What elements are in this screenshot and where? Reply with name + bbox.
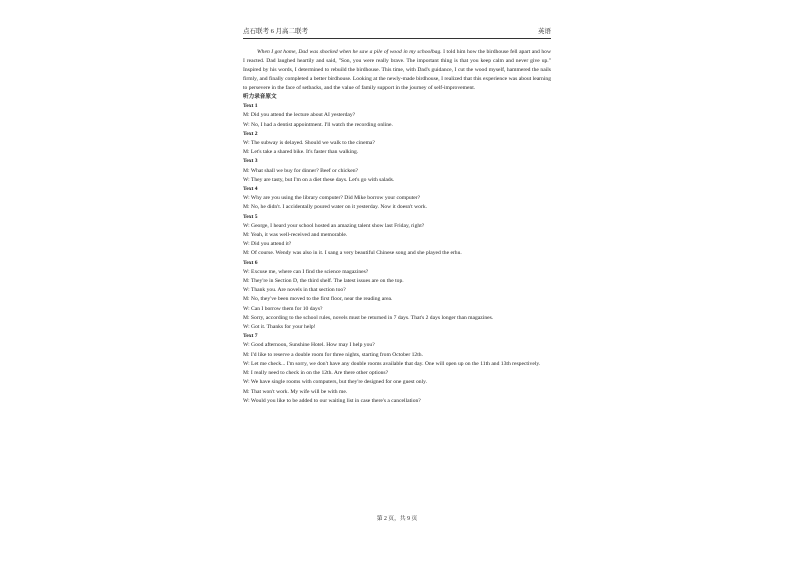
- dialogue-line: W: Good afternoon, Sunshine Hotel. How may I help you?: [243, 342, 375, 349]
- text-label: Text 7: [243, 333, 258, 340]
- header-divider: [243, 38, 551, 39]
- dialogue-line: M: What shall we buy for dinner? Beef or chicken?: [243, 167, 358, 174]
- header-subject: 英语: [538, 28, 551, 35]
- text-label: Text 3: [243, 158, 258, 165]
- dialogue-line: M: Yeah, it was well-received and memorable.: [243, 232, 348, 239]
- section-title-transcript: 听力录音原文: [243, 94, 277, 100]
- dialogue-line: W: Did you attend it?: [243, 241, 292, 248]
- dialogue-line: W: Got it. Thanks for your help!: [243, 324, 316, 331]
- dialogue-line: M: Let's take a shared bike. It's faster than walking.: [243, 149, 359, 156]
- text-label: Text 4: [243, 186, 258, 193]
- essay-opening-sentence: When I got home, Dad was shocked when he saw a pile of wood in my schoolbag.: [257, 49, 442, 55]
- dialogue-line: W: The subway is delayed. Should we walk to the cinema?: [243, 140, 375, 147]
- dialogue-line: M: No, they've been moved to the first floor, near the reading area.: [243, 296, 393, 303]
- dialogue-line: W: Let me check... I'm sorry, we don't have any double rooms available that day. One will open up on the 11th and 13th respectively.: [243, 360, 541, 367]
- dialogue-line: M: Sorry, according to the school rules, novels must be returned in 7 days. That's 2 days longer than magazines.: [243, 314, 494, 321]
- page-header: [243, 26, 551, 38]
- dialogue-line: M: Of course. Wendy was also in it. I sang a very beautiful Chinese song and she played the erhu.: [243, 250, 462, 257]
- dialogue-line: W: We have single rooms with computers, but they're designed for one guest only.: [243, 379, 427, 386]
- dialogue-line: W: Would you like to be added to our waiting list in case there's a cancellation?: [243, 397, 421, 404]
- dialogue-line: W: George, I heard your school hosted an amazing talent show last Friday, right?: [243, 222, 425, 229]
- text-label: Text 5: [243, 213, 258, 220]
- essay-paragraph: [243, 48, 551, 93]
- dialogue-line: M: I'd like to reserve a double room for three nights, starting from October 12th.: [243, 351, 423, 358]
- dialogue-line: W: Excuse me, where can I find the science magazines?: [243, 268, 369, 275]
- dialogue-line: M: I really need to check in on the 12th. Are there other options?: [243, 370, 389, 377]
- dialogue-line: W: They are tasty, but I'm on a diet these days. Let's go with salads.: [243, 176, 395, 183]
- text-label: Text 2: [243, 130, 258, 137]
- transcript-list: [243, 102, 551, 406]
- dialogue-line: M: Did you attend the lecture about AI yesterday?: [243, 112, 356, 119]
- dialogue-line: M: That won't work. My wife will be with me.: [243, 388, 348, 395]
- dialogue-line: W: Can I borrow them for 10 days?: [243, 305, 323, 312]
- text-label: Text 6: [243, 259, 258, 266]
- dialogue-line: W: No, I had a dentist appointment. I'll watch the recording online.: [243, 121, 393, 128]
- dialogue-line: M: No, he didn't. I accidentally poured water on it yesterday. Now it doesn't work.: [243, 204, 428, 211]
- essay-continuation: I told him how the birdhouse fell apart and how I reacted. Dad laughed heartily and said, "Son, you were really brave. The important thing is that you keep calm and never give up." Inspired by his words, I determined to rebuild the birdhouse. This time, with Dad's guidance, I cut the wood myself, hammered the nails firmly, and finally completed a better birdhouse. Looking at the newly-made birdhouse, I realized that this experience was about learning to persevere in the face of setbacks, and the value of family support in the journey of self-improvement.: [243, 49, 551, 91]
- document-body: [243, 48, 551, 406]
- dialogue-line: M: They're in Section D, the third shelf. The latest issues are on the top.: [243, 278, 404, 285]
- page-footer: 第 2 页，共 9 页: [376, 516, 418, 522]
- header-exam-title: 点石联考 6 月高二联考: [243, 28, 308, 35]
- text-label: Text 1: [243, 103, 258, 110]
- dialogue-line: W: Thank you. Are novels in that section too?: [243, 287, 346, 294]
- dialogue-line: W: Why are you using the library computer? Did Mike borrow your computer?: [243, 195, 421, 202]
